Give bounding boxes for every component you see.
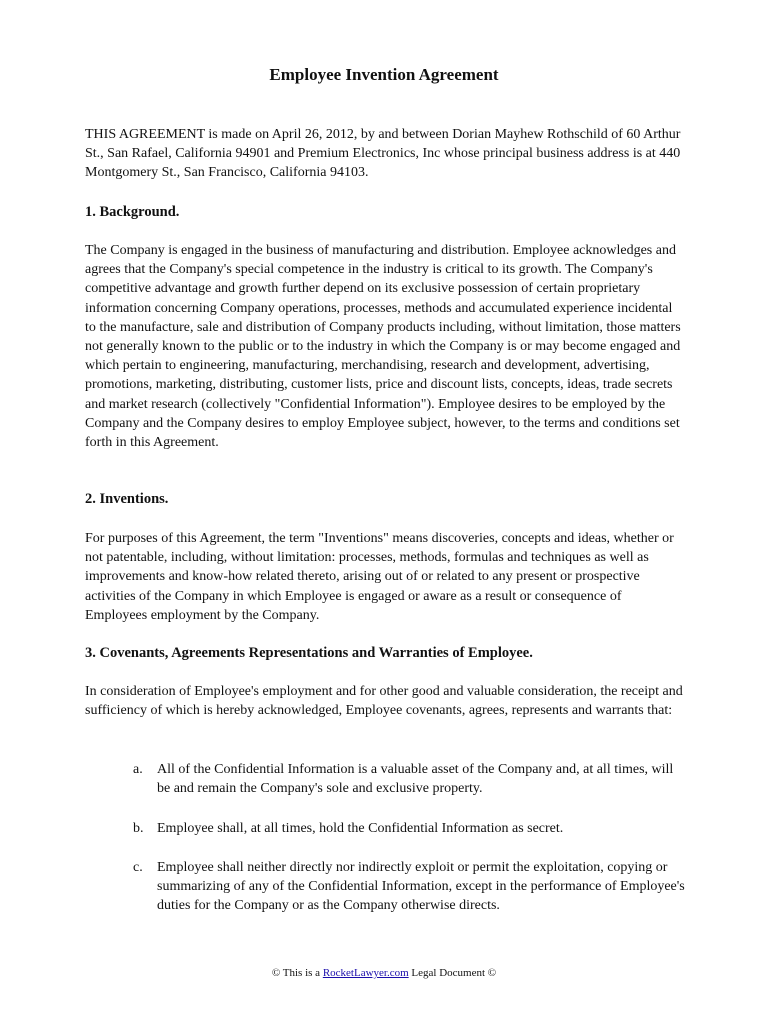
list-item-text: All of the Confidential Information is a valuable asset of the Company and, at all times, will be and remain the Company's sole and exclusive property. bbox=[157, 762, 674, 797]
footer-suffix: Legal Document © bbox=[408, 967, 497, 979]
footer-prefix: © This is a bbox=[271, 967, 323, 979]
rocketlawyer-link[interactable]: RocketLawyer.com bbox=[322, 967, 409, 979]
footer bbox=[0, 966, 768, 980]
list-item-text: Employee shall neither directly nor indirectly exploit or permit the exploitation, copying or summarizing of any of the Confidential Information, except in the performance of Employee's duties for the Company or as the Company otherwise directs. bbox=[157, 860, 685, 914]
section-body-covenants: In consideration of Employee's employment and for other good and valuable consideration, the receipt and sufficiency of which is hereby acknowledged, Employee covenants, agrees, represents and warrants that: bbox=[85, 684, 683, 719]
document-title: Employee Invention Agreement bbox=[269, 65, 499, 84]
list-item bbox=[133, 858, 688, 916]
section-heading-covenants: 3. Covenants, Agreements Representations and Warranties of Employee. bbox=[85, 645, 533, 661]
section-body-inventions: For purposes of this Agreement, the term "Inventions" means discoveries, concepts and ideas, whether or not patentable, including, without limitation: processes, methods, formulas and techniques as well as improvements and know-how related thereto, arising out of or related to any present or prospective activities of the Company in which Employee is engaged or aware as a result or consequence of Employees employment by the Company. bbox=[85, 531, 674, 623]
section-heading-inventions: 2. Inventions. bbox=[85, 491, 169, 507]
list-item bbox=[133, 760, 688, 798]
section-body-background: The Company is engaged in the business of manufacturing and distribution. Employee acknowledges and agrees that the Company's special competence in the industry is critical to its growth. The Company's competitive advantage and growth further depend on its exclusive possession of certain proprietary information concerning Company operations, processes, methods and accumulated experience incidental to the manufacture, sale and distribution of Company products including, without limitation, those matters not generally known to the public or to the industry in which the Company is or may become engaged and which pertain to engineering, manufacturing, merchandising, research and development, advertising, promotions, marketing, distributing, customer lists, price and discount lists, concepts, ideas, trade secrets and market research (collectively "Confidential Information"). Employee desires to be employed by the Company and the Company desires to employ Employee subject, however, to the terms and conditions set forth in this Agreement. bbox=[85, 243, 681, 451]
intro-paragraph: THIS AGREEMENT is made on April 26, 2012, by and between Dorian Mayhew Rothschild of 60 Arthur St., San Rafael, California 94901 and Premium Electronics, Inc whose principal business address is at 440 Montgomery St., San Francisco, California 94103. bbox=[85, 127, 681, 181]
section-heading-background: 1. Background. bbox=[85, 204, 180, 220]
list-item bbox=[133, 819, 688, 838]
list-marker: c. bbox=[133, 860, 143, 875]
list-item-text: Employee shall, at all times, hold the Confidential Information as secret. bbox=[157, 821, 564, 836]
list-marker: a. bbox=[133, 762, 143, 777]
list-marker: b. bbox=[133, 821, 144, 836]
